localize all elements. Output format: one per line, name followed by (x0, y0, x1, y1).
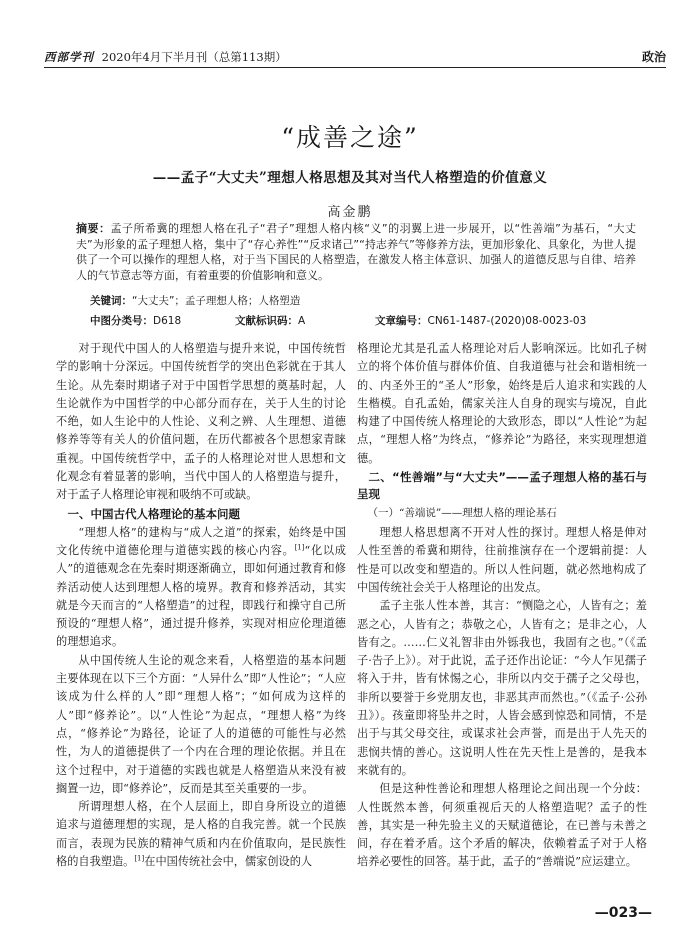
article-no-label: 文章编号： (375, 315, 428, 327)
keywords-label: 关键词： (90, 295, 132, 307)
paragraph-text: 在中国传统社会中，儒家创设的人 (144, 855, 313, 869)
paragraph: 格理论尤其是孔孟人格理论对后人影响深远。比如孔子树立的将个体价值与群体价值、自我道德与社会和谐相统一的、内圣外王的“圣人”形象，始终是后人追求和实践的人生楷模。自孔孟始，儒家关注人自身的现实与境况，自此构建了中国传统人格理论的大致形态，即以“人性论”为起点，“理想人格”为终点，“修养论”为路径，来实现理想道德。 (357, 342, 647, 465)
section-heading-2: 二、“性善端”与“大丈夫”——孟子理想人格的基石与呈现 (357, 470, 647, 502)
keywords-text: “大丈夫”；孟子理想人格；人格塑造 (132, 295, 301, 307)
article-no-value: CN61-1487-(2020)08-0023-03 (427, 315, 587, 327)
citation-1: [1] (294, 543, 305, 552)
paragraph: 从中国传统人生论的观念来看，人格塑造的基本问题主要体现在以下三个方面：“人异什么”即“人性论”；“人应该成为什么样的人”即“理想人格”；“如何成为这样的人”即“修养论”。以“人性论”为起点，“理想人格”为终点，“修养论”为路径，论证了人的道德的可能性与必然性，为人的道德提供了一个内在合理的理论依据。并且在这个过程中，对于道德的实践也就是人格塑造从来没有被搁置一边，即“修养论”，反而是其至关重要的一步。 (56, 653, 346, 795)
doc-code-label: 文献标识码： (235, 315, 298, 327)
clc-number (90, 313, 181, 328)
paragraph (56, 524, 346, 652)
paragraph: 孟子主张人性本善，其言：“恻隐之心，人皆有之；羞恶之心，人皆有之；恭敬之心，人皆有之；是非之心，人皆有之。……仁义礼智非由外铄我也，我固有之也。”（《孟子·告子上》）。对于此说，孟子还作出论证：“今人乍见孺子将入于井，皆有怵惕之心，非所以内交于孺子之父母也，非所以要誉于乡党朋友也，非恶其声而然也。”（《孟子·公孙丑》）。孩童即将坠井之时，人皆会感到惊恐和同情，不是出于与其父母交往，或谋求社会声誉，而是出于人先天的悲悯共情的善心。这说明人性在先天性上是善的，是我本来就有的。 (357, 599, 647, 777)
page-number: —023— (594, 905, 652, 921)
clc-label: 中图分类号： (90, 315, 153, 327)
article-subtitle: ——孟子“大丈夫”理想人格思想及其对当代人格塑造的价值意义 (152, 170, 548, 186)
keywords (90, 293, 300, 308)
journal-issue (44, 49, 287, 65)
doc-code-value: A (298, 315, 306, 327)
journal-name: 西部学刊 (44, 50, 94, 64)
author-name: 高金鹏 (327, 205, 373, 220)
paragraph: 对于现代中国人的人格塑造与提升来说，中国传统哲学的影响十分深远。中国传统哲学的突出色彩就在于其人生论。从先秦时期诸子对于中国哲学思想的奠基时起，人生论就作为中国哲学的中心部分而存在，关于人生的讨论不绝，如人生论中的人性论、义利之辨、人生理想、道德修养等等有关人的价值问题，在历代都被各个思想家青睐重视。中国传统哲学中，孟子的人格理论对世人思想和文化观念有着显著的影响，当代中国人的人格塑造与提升，对于孟子人格理论审视和吸纳不可或缺。 (56, 342, 346, 502)
article-title: “成善之途” (281, 123, 419, 152)
right-column (357, 340, 647, 872)
abstract (76, 221, 636, 283)
document-code (235, 313, 305, 328)
clc-value: D618 (153, 315, 182, 327)
paragraph-text: “理想人格”的建构与“成人之道”的探索，始终是中国文化传统中道德伦理与道德实践的核心内容。 (56, 525, 346, 557)
left-column (56, 340, 346, 871)
citation-1: [1] (134, 854, 145, 863)
running-header (44, 47, 666, 68)
section-heading-1: 一、中国古代人格理论的基本问题 (67, 506, 240, 521)
paragraph (56, 798, 346, 871)
paragraph: 理想人格思想离不开对人性的探讨。理想人格是伸对人性至善的希冀和期待，往前推演存在一个逻辑前提：人性是可以改变和塑造的。所以人性问题，就必然地构成了中国传统社会关于人格理论的出发点。 (357, 526, 647, 594)
subsection-heading: （一）“善端说”——理想人格的理论基石 (367, 507, 557, 520)
paragraph-text: 所谓理想人格，在个人层面上，即自身所设立的道德追求与道德理想的实现，是人格的自我完善。就一个民族而言，表现为民族的精神气质和内在价值取向，是民族性格的自我塑造。 (56, 800, 346, 869)
paragraph-text: “化以成人”的道德观念在先秦时期逐渐确立，即如何通过教育和修养活动使人达到理想人格的境界。教育和修养活动，其实就是今天而言的“人格塑造”的过程，即践行和操守自己所预设的“理想人格”，通过提升修养，实现对相应伦理道德的理想追求。 (56, 543, 346, 649)
abstract-text: 孟子所希冀的理想人格在孔子“君子”理想人格内核“义”的羽翼上进一步展开，以“性善端”为基石，“大丈夫”为形象的孟子理想人格，集中了“存心养性”“反求诸己”“持志养气”等修养方法，更加形象化、具象化，为世人提供了一个可以操作的理想人格，对于当下国民的人格塑造，在激发人格主体意识、加强人的道德反思与自律、培养人的气节意志等方面，有着重要的价值影响和意义。 (76, 222, 637, 282)
issue-info: 2020年4月下半月刊（总第113期） (101, 50, 287, 64)
section-label: 政治 (641, 50, 666, 64)
paragraph: 但是这种性善论和理想人格理论之间出现一个分歧：人性既然本善，何须重视后天的人格塑造呢？孟子的性善，其实是一种先验主义的天赋道德论，在已善与未善之间，存在着矛盾。这个矛盾的解决，依赖着孟子对于人格培养必要性的回答。基于此，孟子的“善端说”应运建立。 (357, 782, 647, 869)
article-number (375, 313, 586, 328)
abstract-label: 摘要： (76, 222, 111, 235)
